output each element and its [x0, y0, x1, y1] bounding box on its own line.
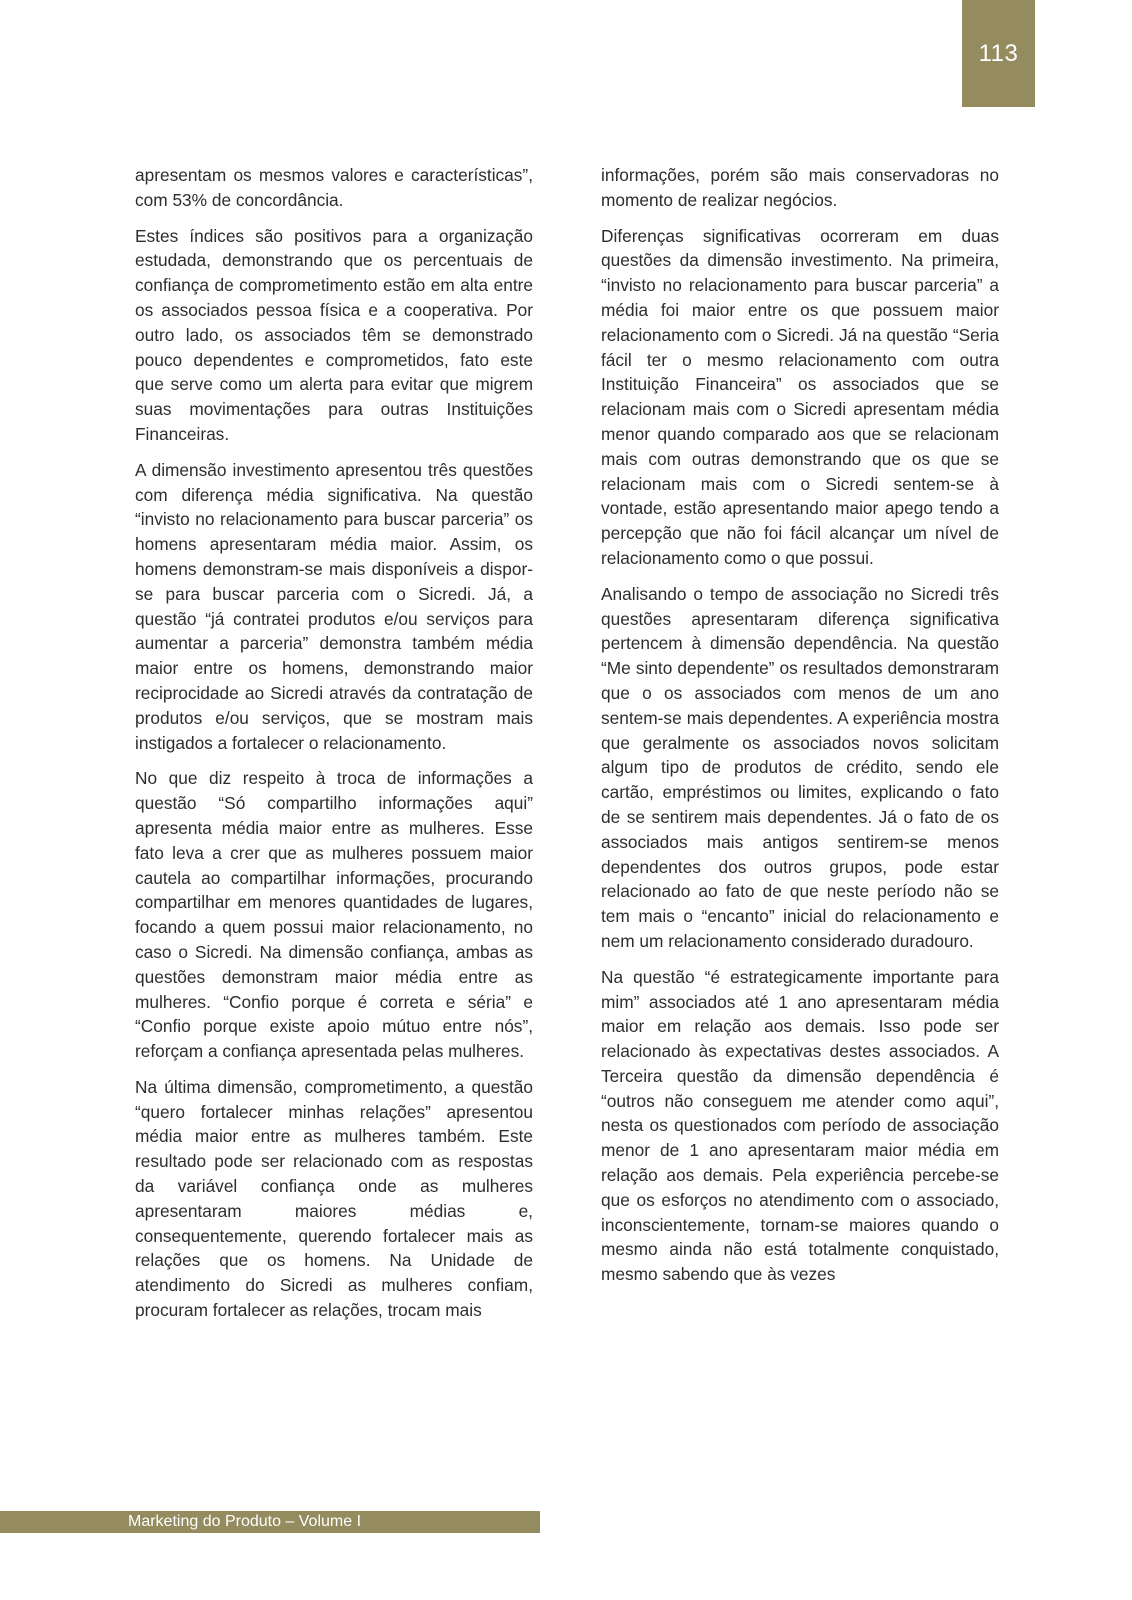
paragraph: informações, porém são mais conservadoras no momento de realizar negócios.	[601, 165, 999, 210]
paragraph: Na questão “é estrategicamente importante para mim” associados até 1 ano apresentaram média maior em relação aos demais. Isso pode ser relacionado às expectativas destes associados. A Terceira questão da dimensão dependência é “outros não conseguem me atender como aqui”, nesta os questionados com período de associação menor de 1 ano apresentaram maior média em relação aos demais. Pela experiência percebe-se que os esforços no atendimento com o associado, inconscientemente, tornam-se maiores quando o mesmo ainda não está totalmente conquistado, mesmo sabendo que às vezes	[601, 966, 999, 1285]
paragraph: apresentam os mesmos valores e características”, com 53% de concordância.	[135, 165, 533, 210]
paragraph: Diferenças significativas ocorreram em duas questões da dimensão investimento. Na primeira, “invisto no relacionamento para buscar parceria” a média foi maior entre os que possuem maior relacionamento com o Sicredi. Já na questão “Seria fácil ter o mesmo relacionamento com outra Instituição Financeira” os associados que se relacionam mais com o Sicredi apresentam média menor quando comparado aos que se relacionam mais com outras demonstrando que os que se relacionam mais com o Sicredi sentem-se à vontade, estão apresentando maior apego tendo a percepção que não foi fácil alcançar um nível de relacionamento como o que possui.	[601, 225, 999, 568]
paragraph: Na última dimensão, comprometimento, a questão “quero fortalecer minhas relações” apresentou média maior entre as mulheres também. Este resultado pode ser relacionado com as respostas da variável confiança onde as mulheres apresentaram maiores médias e, consequentemente, querendo fortalecer mais as relações que os homens. Na Unidade de atendimento do Sicredi as mulheres confiam, procuram fortalecer as relações, trocam mais	[135, 1076, 533, 1321]
paragraph: Analisando o tempo de associação no Sicredi três questões apresentaram diferença significativa pertencem à dimensão dependência. Na questão “Me sinto dependente” os resultados demonstraram que o os associados com menos de um ano sentem-se mais dependentes. A experiência mostra que geralmente os associados novos solicitam algum tipo de produtos de crédito, sendo ele cartão, empréstimos ou limites, explicando o fato de se sentirem mais dependentes. Já o fato de os associados mais antigos sentirem-se menos dependentes dos outros grupos, pode estar relacionado ao fato de que neste período não se tem mais o “encanto” inicial do relacionamento e nem um relacionamento considerado duradouro.	[601, 583, 999, 951]
paragraph: Estes índices são positivos para a organização estudada, demonstrando que os percentuais de confiança de comprometimento estão em alta entre os associados pessoa física e a cooperativa. Por outro lado, os associados têm se demonstrado pouco dependentes e comprometidos, fato este que serve como um alerta para evitar que migrem suas movimentações para outras Instituições Financeiras.	[135, 225, 533, 444]
page-number: 113	[978, 39, 1019, 67]
left-column	[135, 163, 533, 1334]
paragraph: A dimensão investimento apresentou três questões com diferença média significativa. Na questão “invisto no relacionamento para buscar parceria” os homens apresentaram média maior. Assim, os homens demonstram-se mais disponíveis a dispor-se para buscar parceria com o Sicredi. Já, a questão “já contratei produtos e/ou serviços para aumentar a parceria” demonstra também média maior entre os homens, demonstrando maior reciprocidade ao Sicredi através da contratação de produtos e/ou serviços, que se mostram mais instigados a fortalecer o relacionamento.	[135, 459, 533, 753]
right-column	[601, 163, 999, 1298]
paragraph: No que diz respeito à troca de informações a questão “Só compartilho informações aqui” apresenta média maior entre as mulheres. Esse fato leva a crer que as mulheres possuem maior cautela ao compartilhar informações, procurando compartilhar em menores quantidades de lugares, focando a quem possui maior relacionamento, no caso o Sicredi. Na dimensão confiança, ambas as questões demonstram maior média entre as mulheres. “Confio porque é correta e séria” e “Confio porque existe apoio mútuo entre nós”, reforçam a confiança apresentada pelas mulheres.	[135, 768, 533, 1062]
page-number-tab	[962, 0, 1035, 107]
footer-title: Marketing do Produto – Volume I	[128, 1513, 362, 1530]
